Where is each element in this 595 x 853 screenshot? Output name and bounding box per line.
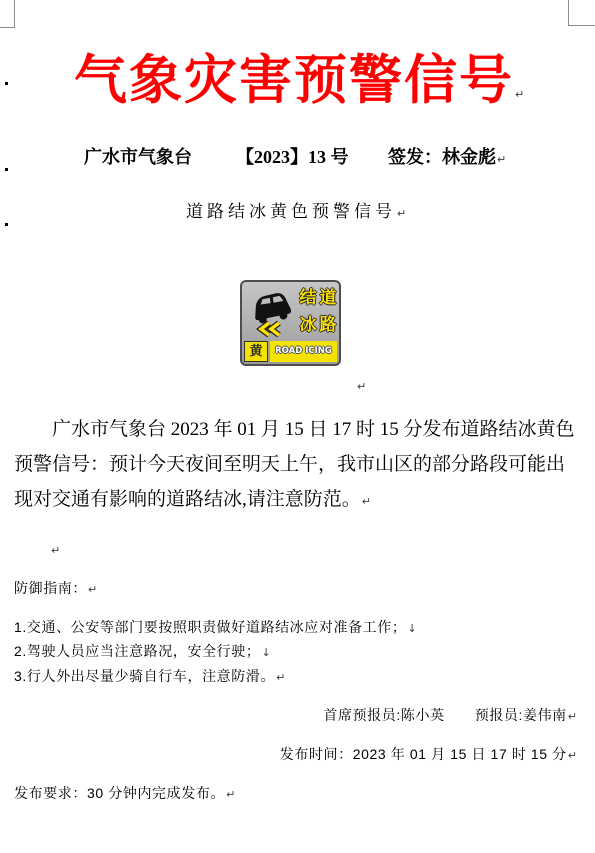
body-line: 广水市气象台 2023 年 01 月 15 日 17 时 15 分发布道路结冰黄色 — [52, 419, 575, 440]
icon-char: 道 — [319, 288, 337, 308]
release-requirement-text: 发布要求：30 分钟内完成发布。 — [14, 785, 226, 801]
paragraph-mark: ↵ — [361, 495, 371, 508]
paragraph-mark: ↵ — [88, 583, 98, 596]
guide-item-text: 2.驾驶人员应当注意路况，安全行驶； — [14, 643, 261, 659]
paragraph-format-marker — [5, 82, 8, 85]
forecaster: 预报员:姜伟南 — [474, 707, 567, 723]
paragraph-format-marker — [5, 223, 8, 226]
chief-forecaster: 首席预报员:陈小英 — [323, 707, 445, 723]
paragraph-mark-line — [356, 377, 366, 395]
sliding-car-icon — [244, 284, 298, 338]
issue-number: 【2023】13 号 — [236, 147, 349, 167]
paragraph-mark: ↵ — [497, 153, 507, 166]
body-line-text: 现对交通有影响的道路结冰,请注意防范。 — [14, 489, 361, 510]
crop-mark-top-right — [568, 0, 569, 26]
paragraph-mark: ↵ — [397, 207, 407, 220]
defense-guide-heading — [14, 578, 97, 600]
issuer-station: 广水市气象台 — [84, 147, 192, 167]
icon-text-grid — [298, 285, 338, 339]
paragraph-mark: ↵ — [226, 788, 236, 801]
line-break-mark: ↓ — [407, 622, 417, 635]
icon-char: 结 — [299, 288, 317, 308]
road-icing-warning-icon — [240, 280, 341, 366]
body-line: 预警信号：预计今天夜间至明天上午，我市山区的部分路段可能出 — [14, 454, 566, 475]
paragraph-mark: ↵ — [567, 710, 577, 723]
paragraph-format-marker — [5, 168, 8, 171]
line-break-mark: ↓ — [261, 646, 271, 659]
paragraph-mark: ↵ — [51, 544, 61, 557]
crop-mark-top-right — [568, 25, 595, 26]
icon-char: 路 — [319, 315, 337, 335]
icon-char: 冰 — [299, 315, 317, 335]
empty-paragraph — [50, 541, 60, 559]
release-time-text: 发布时间：2023 年 01 月 15 日 17 时 15 分 — [279, 746, 567, 762]
forecaster-credits — [323, 705, 577, 727]
icon-level-band — [244, 341, 337, 362]
body-line — [14, 482, 371, 519]
page-title — [74, 50, 524, 126]
icon-english-label: ROAD ICING — [270, 341, 337, 362]
paragraph-mark: ↵ — [515, 88, 525, 101]
paragraph-mark: ↵ — [567, 749, 577, 762]
defense-guide-heading-text: 防御指南： — [14, 580, 87, 596]
guide-item — [14, 641, 271, 663]
guide-item — [14, 617, 417, 639]
page-title-text: 气象灾害预警信号 — [74, 50, 514, 111]
guide-item-text: 1.交通、公安等部门要按照职责做好道路结冰应对准备工作； — [14, 619, 407, 635]
crop-mark-top-left — [14, 0, 15, 28]
paragraph-mark: ↵ — [357, 380, 367, 393]
release-requirement — [14, 783, 235, 805]
signal-name-text: 道路结冰黄色预警信号 — [186, 202, 396, 221]
paragraph-mark: ↵ — [276, 671, 286, 684]
guide-item — [14, 666, 285, 688]
signal-name — [186, 200, 406, 226]
release-time — [280, 744, 577, 766]
icon-level-label: 黄 — [244, 341, 268, 362]
signer — [388, 145, 506, 172]
crop-mark-top-left — [0, 27, 15, 28]
signer-text: 签发：林金彪 — [388, 147, 496, 167]
guide-item-text: 3.行人外出尽量少骑自行车，注意防滑。 — [14, 668, 276, 684]
